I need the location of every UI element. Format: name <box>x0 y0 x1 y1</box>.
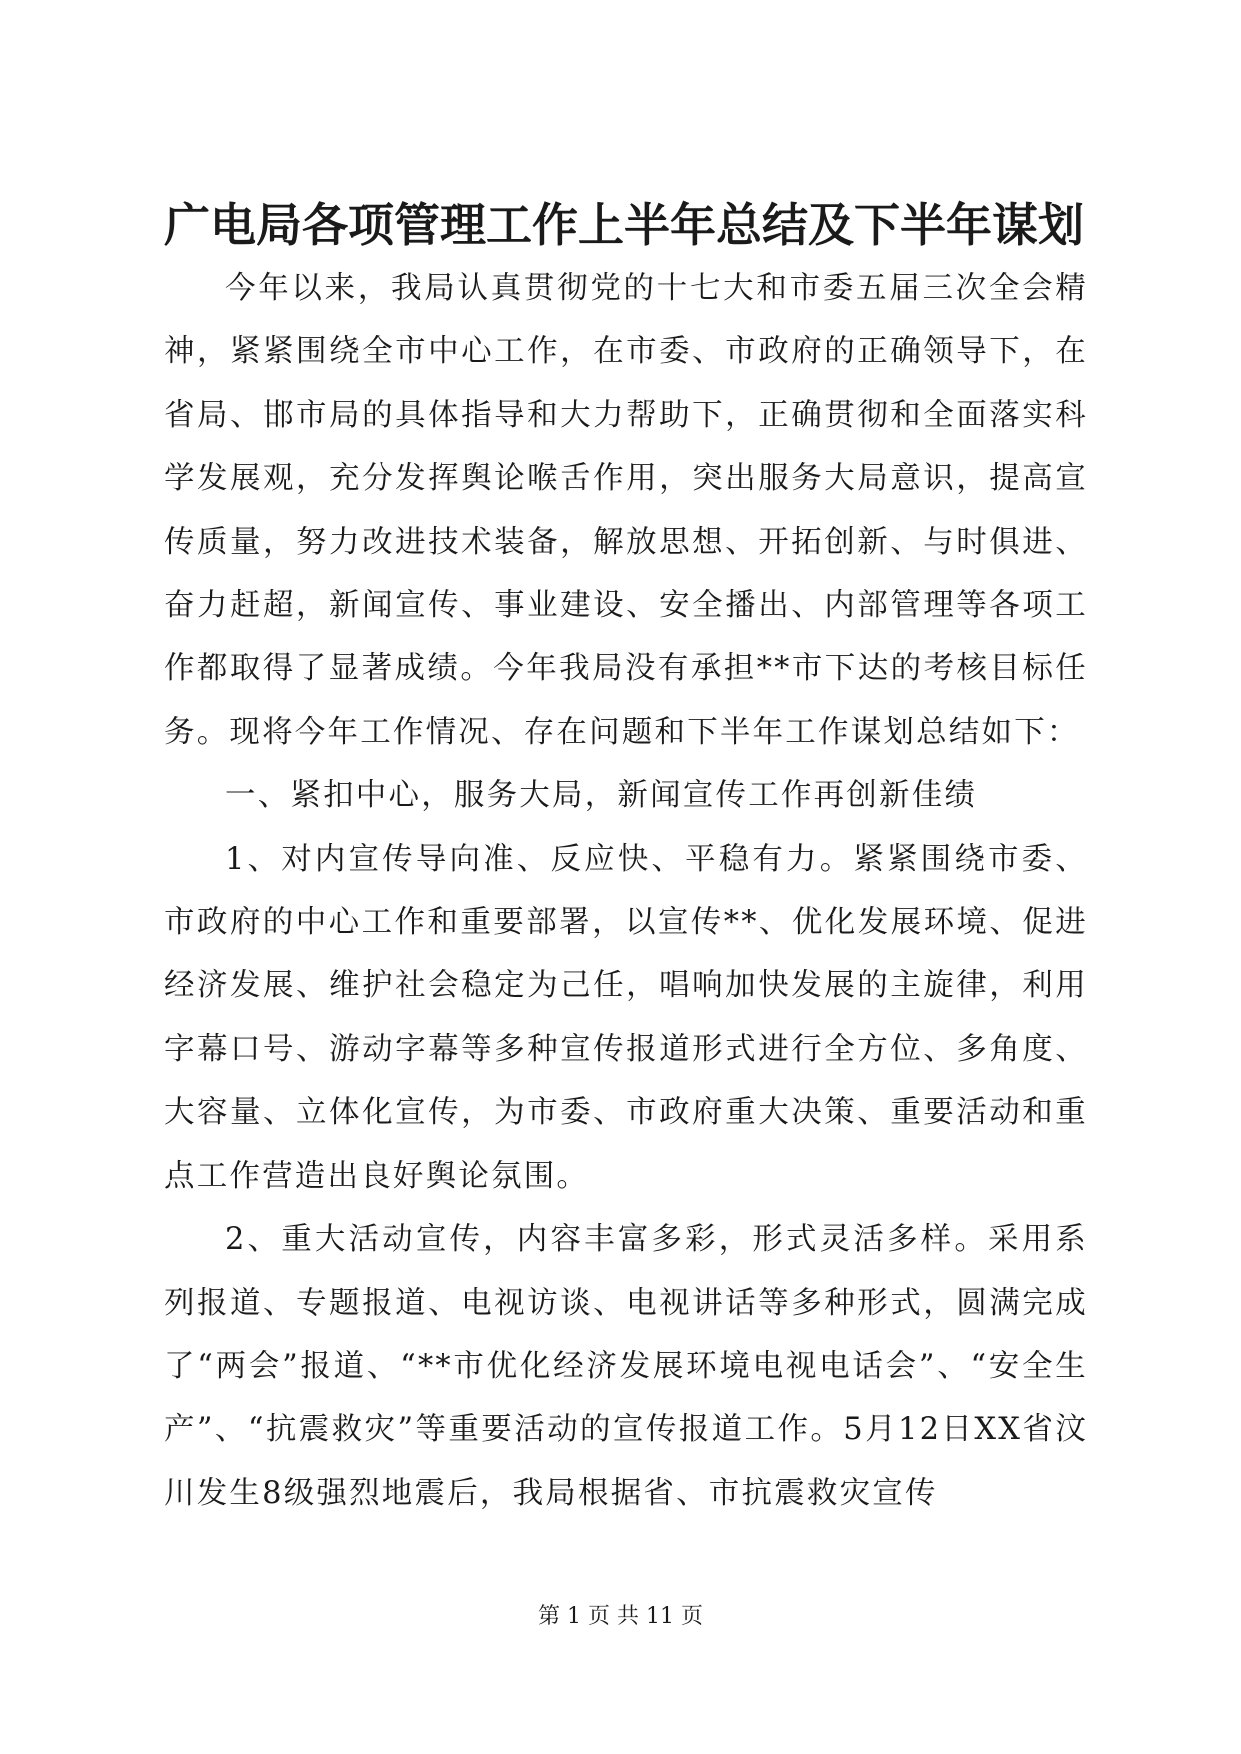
section-heading-1: 一、紧扣中心，服务大局，新闻宣传工作再创新佳绩 <box>225 778 978 814</box>
page-number-footer: 第 1 页 共 11 页 <box>538 1604 703 1629</box>
document-body <box>164 257 1088 1525</box>
paragraph-item-2: 2、重大活动宣传，内容丰富多彩，形式灵活多样。采用系列报道、专题报道、电视访谈、电视讲话等多种形式，圆满完成了“两会”报道、“**市优化经济发展环境电视电话会”、“安全生产”、“抗震救灾”等重要活动的宣传报道工作。5月12日XX省汶川发生8级强烈地震后，我局根据省、市抗震救灾宣传 <box>164 1222 1088 1511</box>
paragraph-item-1: 1、对内宣传导向准、反应快、平稳有力。紧紧围绕市委、市政府的中心工作和重要部署，以宣传**、优化发展环境、促进经济发展、维护社会稳定为己任，唱响加快发展的主旋律，利用字幕口号、游动字幕等多种宣传报道形式进行全方位、多角度、大容量、立体化宣传，为市委、市政府重大决策、重要活动和重点工作营造出良好舆论氛围。 <box>164 841 1088 1194</box>
document-title: 广电局各项管理工作上半年总结及下半年谋划 <box>164 198 1084 252</box>
paragraph-intro: 今年以来，我局认真贯彻党的十七大和市委五届三次全会精神，紧紧围绕全市中心工作，在市委、市政府的正确领导下，在省局、邯市局的具体指导和大力帮助下，正确贯彻和全面落实科学发展观，充分发挥舆论喉舌作用，突出服务大局意识，提高宣传质量，努力改进技术装备，解放思想、开拓创新、与时俱进、奋力赶超，新闻宣传、事业建设、安全播出、内部管理等各项工作都取得了显著成绩。今年我局没有承担**市下达的考核目标任务。现将今年工作情况、存在问题和下半年工作谋划总结如下： <box>164 271 1088 750</box>
